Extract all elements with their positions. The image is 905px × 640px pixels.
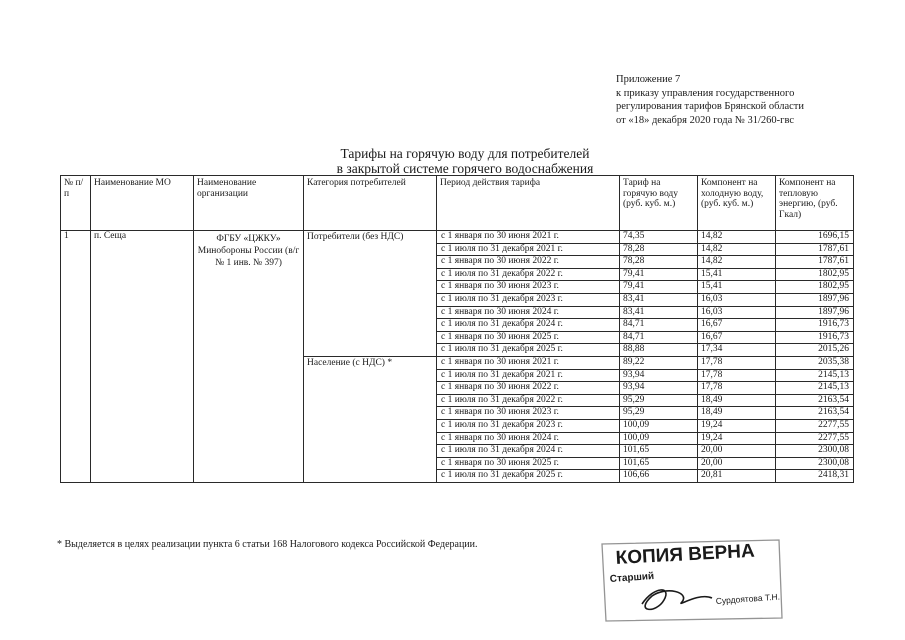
- cell-cold: 20,00: [698, 457, 776, 470]
- cell-cold: 17,78: [698, 369, 776, 382]
- cell-heat: 2300,08: [776, 445, 854, 458]
- header-cold: Компонент на холодную воду, (руб. куб. м.): [698, 176, 776, 231]
- header-heat: Компонент на тепловую энергию, (руб. Гкал): [776, 176, 854, 231]
- cell-cold: 17,78: [698, 382, 776, 395]
- cell-heat: 1696,15: [776, 231, 854, 244]
- cell-tariff: 88,88: [620, 344, 698, 357]
- document-title: [300, 146, 630, 176]
- cell-period: с 1 января по 30 июня 2025 г.: [437, 331, 620, 344]
- cell-tariff: 101,65: [620, 457, 698, 470]
- cell-heat: 2418,31: [776, 470, 854, 483]
- cell-tariff: 89,22: [620, 356, 698, 369]
- cell-heat: 2035,38: [776, 356, 854, 369]
- cell-heat: 2145,13: [776, 382, 854, 395]
- cell-period: с 1 июля по 31 декабря 2025 г.: [437, 344, 620, 357]
- cell-tariff: 78,28: [620, 243, 698, 256]
- cell-heat: 1897,96: [776, 293, 854, 306]
- cell-cold: 18,49: [698, 407, 776, 420]
- header-tariff: Тариф на горячую воду (руб. куб. м.): [620, 176, 698, 231]
- cell-num: 1: [61, 231, 91, 483]
- cell-cold: 17,78: [698, 356, 776, 369]
- appendix-line: Приложение 7: [616, 74, 681, 85]
- cell-tariff: 83,41: [620, 306, 698, 319]
- cell-tariff: 101,65: [620, 445, 698, 458]
- cell-cold: 14,82: [698, 243, 776, 256]
- header-org: Наименование организации: [194, 176, 304, 231]
- cell-period: с 1 июля по 31 декабря 2022 г.: [437, 268, 620, 281]
- cell-cold: 17,34: [698, 344, 776, 357]
- cell-period: с 1 июля по 31 декабря 2022 г.: [437, 394, 620, 407]
- cell-period: с 1 января по 30 июня 2021 г.: [437, 356, 620, 369]
- table-row: [61, 231, 854, 244]
- cell-cold: 18,49: [698, 394, 776, 407]
- cell-cold: 16,03: [698, 293, 776, 306]
- cell-heat: 2163,54: [776, 407, 854, 420]
- cell-tariff: 100,09: [620, 419, 698, 432]
- tariffs-table: [60, 175, 854, 483]
- cell-cold: 20,00: [698, 445, 776, 458]
- cell-tariff: 78,28: [620, 256, 698, 269]
- cell-cold: 16,67: [698, 319, 776, 332]
- cell-category: Потребители (без НДС): [304, 231, 437, 357]
- cell-period: с 1 июля по 31 декабря 2021 г.: [437, 243, 620, 256]
- cell-period: с 1 июля по 31 декабря 2023 г.: [437, 293, 620, 306]
- cell-heat: 1916,73: [776, 319, 854, 332]
- cell-heat: 2015,26: [776, 344, 854, 357]
- cell-cold: 14,82: [698, 231, 776, 244]
- cell-heat: 1787,61: [776, 243, 854, 256]
- appendix-block: [616, 73, 896, 127]
- cell-period: с 1 января по 30 июня 2022 г.: [437, 256, 620, 269]
- header-num: № п/п: [61, 176, 91, 231]
- cell-heat: 2277,55: [776, 432, 854, 445]
- cell-period: с 1 января по 30 июня 2021 г.: [437, 231, 620, 244]
- cell-heat: 2277,55: [776, 419, 854, 432]
- header-mo: Наименование МО: [91, 176, 194, 231]
- cell-heat: 2300,08: [776, 457, 854, 470]
- cell-tariff: 83,41: [620, 293, 698, 306]
- title-line: Тарифы на горячую воду для потребителей: [340, 146, 590, 161]
- cell-tariff: 74,35: [620, 231, 698, 244]
- cell-period: с 1 января по 30 июня 2025 г.: [437, 457, 620, 470]
- cell-heat: 1802,95: [776, 281, 854, 294]
- header-category: Категория потребителей: [304, 176, 437, 231]
- cell-heat: 1787,61: [776, 256, 854, 269]
- cell-cold: 15,41: [698, 281, 776, 294]
- table-header-row: [61, 176, 854, 231]
- cell-cold: 19,24: [698, 432, 776, 445]
- cell-category: Население (с НДС) *: [304, 356, 437, 482]
- cell-tariff: 93,94: [620, 369, 698, 382]
- cell-cold: 16,67: [698, 331, 776, 344]
- header-period: Период действия тарифа: [437, 176, 620, 231]
- appendix-line: от «18» декабря 2020 года № 31/260-гвс: [616, 114, 795, 126]
- signature: [642, 590, 712, 609]
- cell-tariff: 93,94: [620, 382, 698, 395]
- cell-tariff: 95,29: [620, 394, 698, 407]
- appendix-line: к приказу управления государственного: [616, 87, 795, 99]
- cell-period: с 1 января по 30 июня 2024 г.: [437, 432, 620, 445]
- stamp-position: Старший: [609, 570, 655, 585]
- stamp-title: КОПИЯ ВЕРНА: [615, 540, 756, 569]
- cell-heat: 1916,73: [776, 331, 854, 344]
- cell-period: с 1 июля по 31 декабря 2023 г.: [437, 419, 620, 432]
- cell-period: с 1 июля по 31 декабря 2025 г.: [437, 470, 620, 483]
- cell-heat: 1802,95: [776, 268, 854, 281]
- cell-heat: 2163,54: [776, 394, 854, 407]
- footnote: * Выделяется в целях реализации пункта 6 статьи 168 Налогового кодекса Российской Федерации.: [57, 539, 478, 550]
- cell-period: с 1 января по 30 июня 2024 г.: [437, 306, 620, 319]
- cell-cold: 20,81: [698, 470, 776, 483]
- cell-cold: 14,82: [698, 256, 776, 269]
- cell-period: с 1 июля по 31 декабря 2024 г.: [437, 445, 620, 458]
- appendix-line: регулирования тарифов Брянской области: [616, 101, 804, 112]
- cell-cold: 16,03: [698, 306, 776, 319]
- cell-period: с 1 января по 30 июня 2022 г.: [437, 382, 620, 395]
- cell-period: с 1 июля по 31 декабря 2024 г.: [437, 319, 620, 332]
- cell-tariff: 106,66: [620, 470, 698, 483]
- cell-tariff: 79,41: [620, 281, 698, 294]
- cell-org: ФГБУ «ЦЖКУ» Минобороны России (в/г № 1 инв. № 397): [194, 231, 304, 483]
- cell-mo: п. Сеща: [91, 231, 194, 483]
- cell-tariff: 100,09: [620, 432, 698, 445]
- cell-heat: 2145,13: [776, 369, 854, 382]
- cell-tariff: 84,71: [620, 319, 698, 332]
- cell-cold: 19,24: [698, 419, 776, 432]
- cell-period: с 1 января по 30 июня 2023 г.: [437, 281, 620, 294]
- stamp: [594, 534, 794, 626]
- cell-cold: 15,41: [698, 268, 776, 281]
- cell-period: с 1 июля по 31 декабря 2021 г.: [437, 369, 620, 382]
- stamp-name: Сурдоятова Т.Н.: [715, 591, 781, 606]
- cell-heat: 1897,96: [776, 306, 854, 319]
- cell-tariff: 95,29: [620, 407, 698, 420]
- cell-tariff: 84,71: [620, 331, 698, 344]
- title-line: в закрытой системе горячего водоснабжения: [336, 161, 594, 176]
- cell-tariff: 79,41: [620, 268, 698, 281]
- cell-period: с 1 января по 30 июня 2023 г.: [437, 407, 620, 420]
